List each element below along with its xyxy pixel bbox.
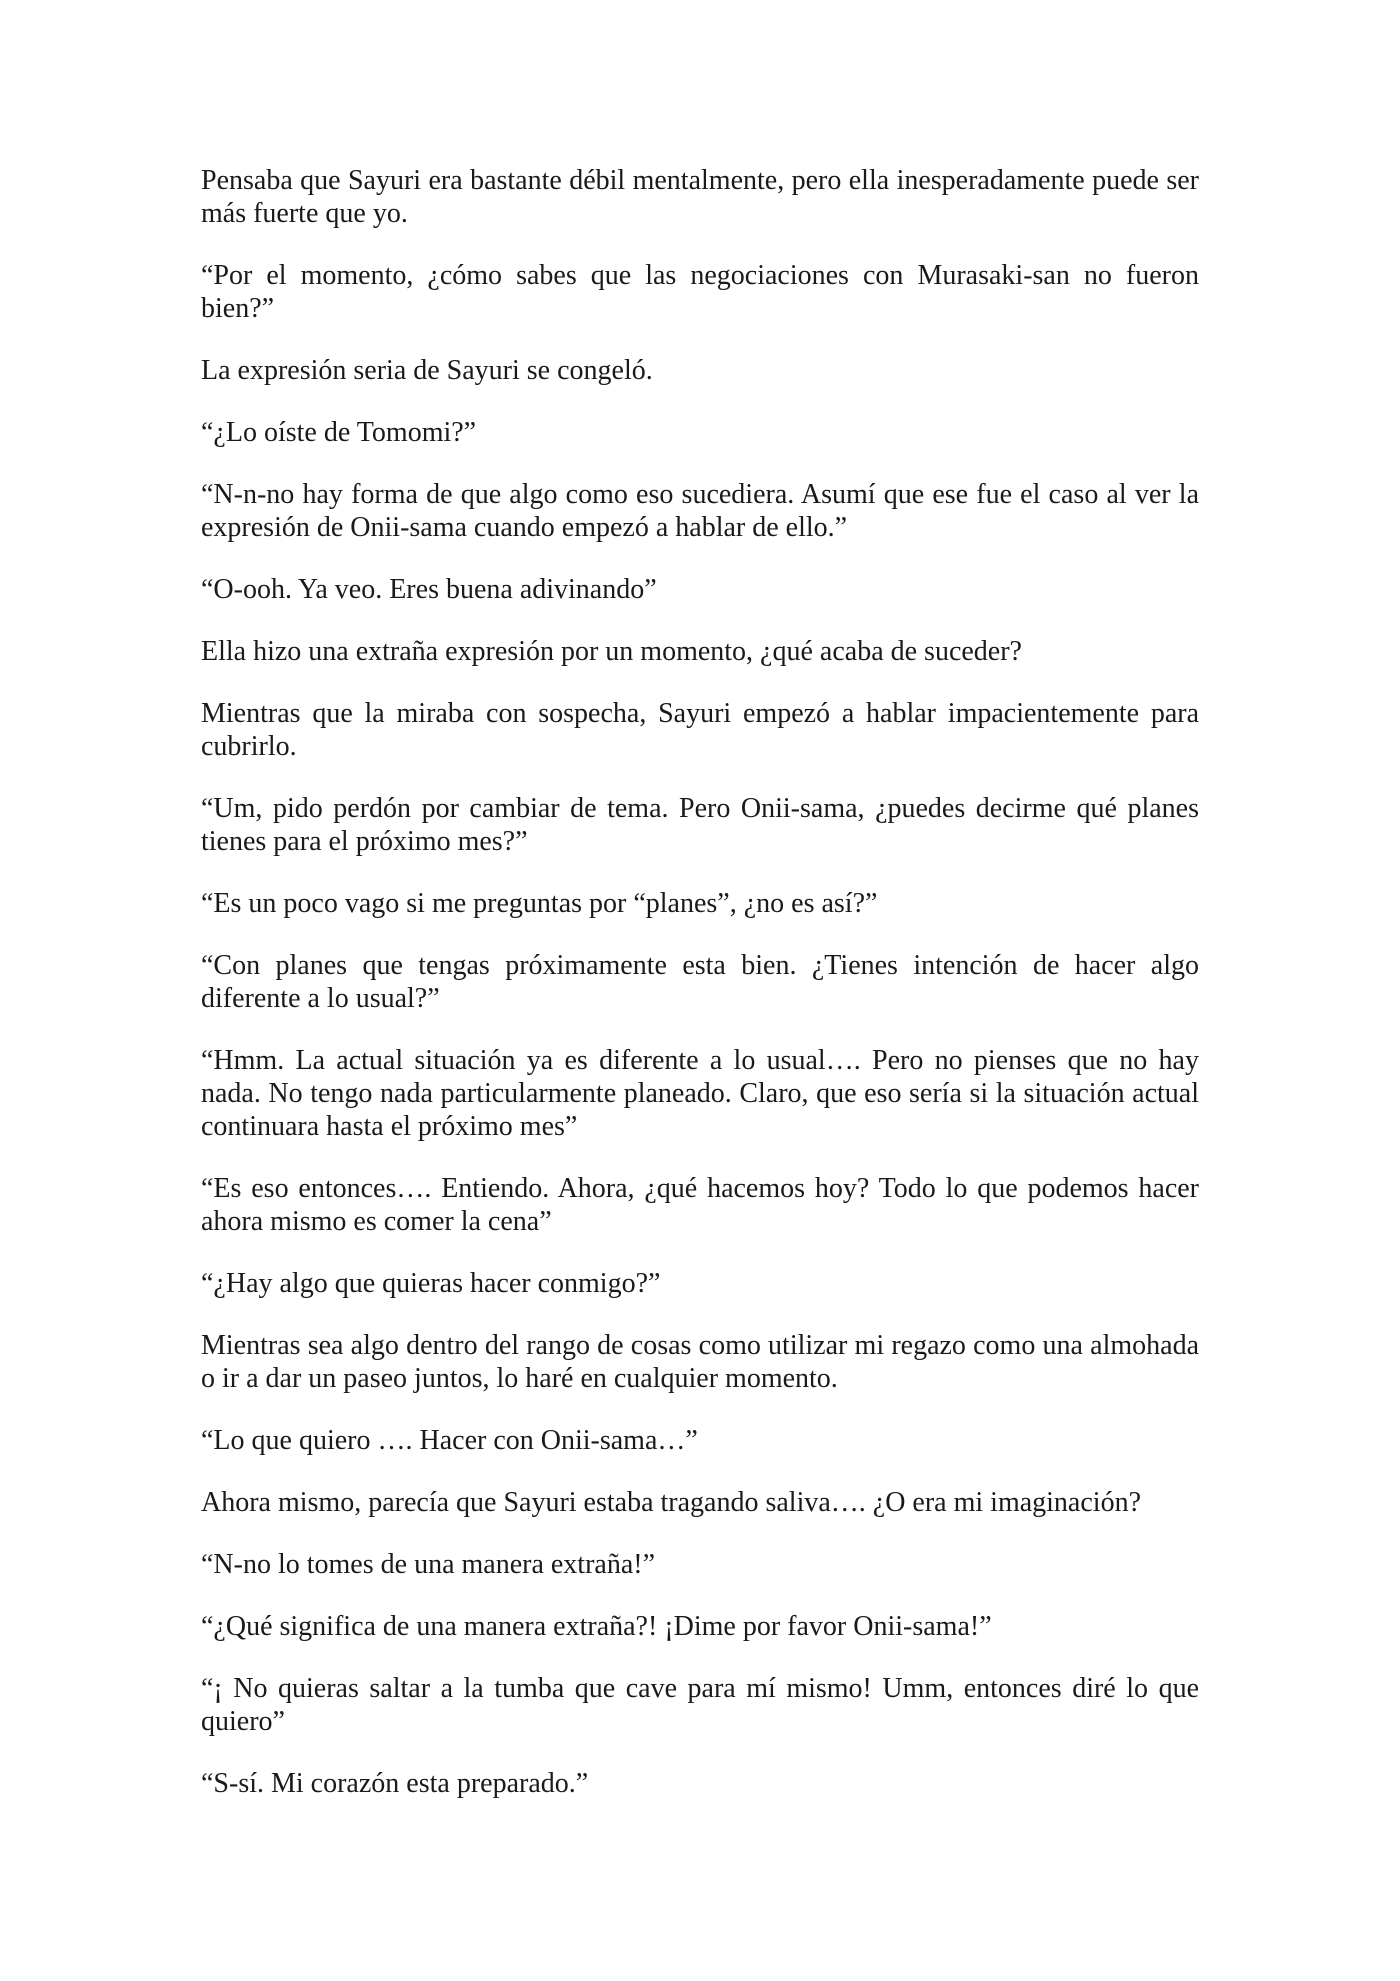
paragraph: “N-n-no hay forma de que algo como eso sucediera. Asumí que ese fue el caso al ver la expresión de Onii-sama cuando empezó a hablar de ello.” [201,479,1199,543]
paragraph: “¡ No quieras saltar a la tumba que cave para mí mismo! Umm, entonces diré lo que quiero” [201,1673,1199,1737]
paragraph: “¿Qué significa de una manera extraña?! ¡Dime por favor Onii-sama!” [201,1611,992,1642]
paragraph: “Por el momento, ¿cómo sabes que las negociaciones con Murasaki-san no fueron bien?” [201,260,1199,324]
paragraph: “¿Hay algo que quieras hacer conmigo?” [201,1268,661,1299]
paragraph: Pensaba que Sayuri era bastante débil mentalmente, pero ella inesperadamente puede ser más fuerte que yo. [201,165,1199,229]
paragraph: “S-sí. Mi corazón esta preparado.” [201,1768,589,1799]
paragraph: “O-ooh. Ya veo. Eres buena adivinando” [201,574,657,605]
paragraph: “N-no lo tomes de una manera extraña!” [201,1549,656,1580]
paragraph: La expresión seria de Sayuri se congeló. [201,355,653,386]
paragraph: “Hmm. La actual situación ya es diferente a lo usual…. Pero no pienses que no hay nada. No tengo nada particularmente planeado. Claro, que eso sería si la situación actual continuara hasta el próximo mes” [201,1045,1199,1142]
paragraph: “Es eso entonces…. Entiendo. Ahora, ¿qué hacemos hoy? Todo lo que podemos hacer ahora mismo es comer la cena” [201,1173,1199,1237]
paragraph: “Con planes que tengas próximamente esta bien. ¿Tienes intención de hacer algo diferente a lo usual?” [201,950,1199,1014]
paragraph: “Lo que quiero …. Hacer con Onii-sama…” [201,1425,698,1456]
paragraph: Mientras que la miraba con sospecha, Sayuri empezó a hablar impacientemente para cubrirlo. [201,698,1199,762]
paragraph: Ahora mismo, parecía que Sayuri estaba tragando saliva…. ¿O era mi imaginación? [201,1487,1141,1518]
text-column [201,164,1199,1829]
paragraph: Mientras sea algo dentro del rango de cosas como utilizar mi regazo como una almohada o ir a dar un paseo juntos, lo haré en cualquier momento. [201,1330,1199,1394]
paragraph: “¿Lo oíste de Tomomi?” [201,417,477,448]
paragraph: “Um, pido perdón por cambiar de tema. Pero Onii-sama, ¿puedes decirme qué planes tienes para el próximo mes?” [201,793,1199,857]
paragraph: Ella hizo una extraña expresión por un momento, ¿qué acaba de suceder? [201,636,1022,667]
paragraph: “Es un poco vago si me preguntas por “planes”, ¿no es así?” [201,888,878,919]
